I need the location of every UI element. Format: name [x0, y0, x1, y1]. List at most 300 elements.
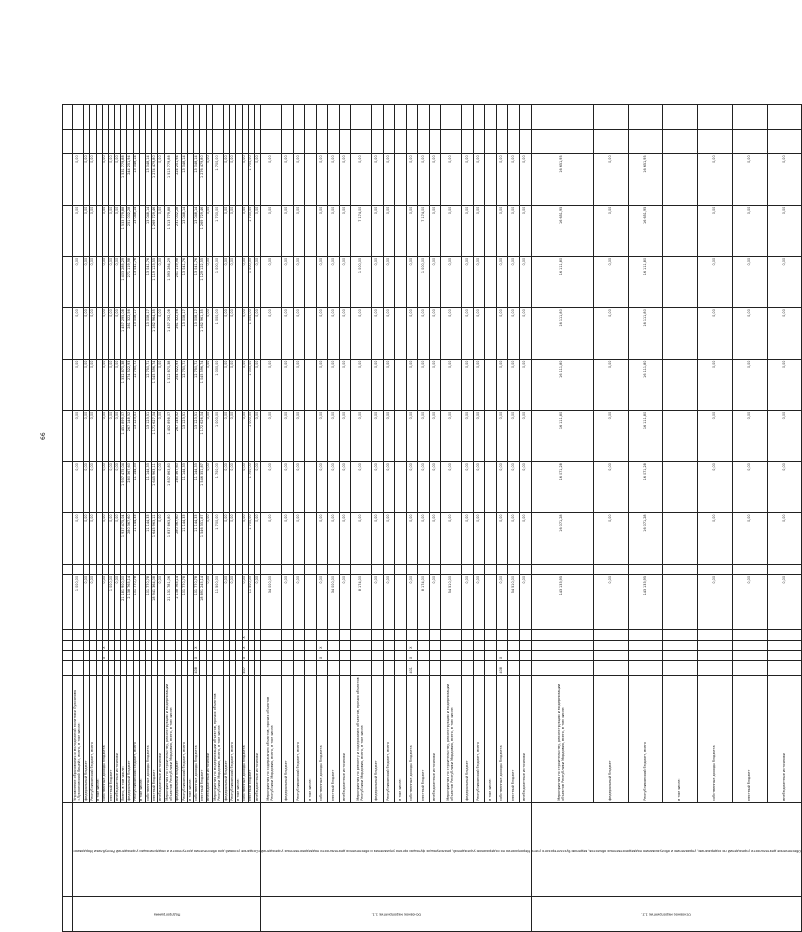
mark-cell: X — [406, 650, 418, 660]
mark-cell: X — [242, 640, 248, 650]
value-cell: 0,00 — [73, 205, 84, 256]
mark-cell — [406, 630, 418, 640]
code-cell — [429, 661, 441, 675]
value-cell: 0,00 — [206, 513, 212, 564]
value-cell: 16 651,95 — [531, 154, 593, 205]
mark-cell: X — [194, 640, 200, 650]
mark-cell — [663, 630, 698, 640]
value-cell: 0,00 — [462, 513, 474, 564]
mark-cell — [663, 640, 698, 650]
row-label-cell: Управление образования и молодежной политики Лукоянова «Лукояновский Лицей», всего, в том числе: — [73, 675, 84, 802]
value-cell — [663, 359, 698, 410]
row-label-cell: Мероприятия по строительству, реконструкции и модернизации объектов Республики Мордовия, всего, в том числе: — [164, 675, 175, 802]
value-cell: 0,00 — [316, 513, 328, 564]
value-cell — [305, 256, 317, 307]
code-cell — [293, 661, 305, 675]
value-cell: 0,00 — [593, 575, 628, 630]
value-cell: 0,00 — [108, 462, 114, 513]
row-label-cell: федеральный бюджет — [372, 675, 384, 802]
value-cell — [485, 308, 497, 359]
value-cell: 0,00 — [115, 205, 121, 256]
code-cell — [328, 661, 340, 675]
value-cell — [351, 105, 372, 130]
value-cell: 0,00 — [496, 256, 508, 307]
value-cell — [305, 513, 317, 564]
group-title-cell: «Создание условий для обеспечения доступности и модернизации учреждений Республики Мордовия» — [73, 802, 261, 896]
group-title-cell: Мероприятия по содержанию учреждений, реализующих функции органа управления и обеспечения деятельности подведомственных учреждений — [261, 802, 531, 896]
row-label-cell: в том числе: — [663, 675, 698, 802]
code-cell — [212, 661, 223, 675]
value-cell: 0,00 — [84, 575, 90, 630]
value-cell: 0,00 — [316, 154, 328, 205]
value-cell: 0,00 — [108, 205, 114, 256]
value-cell: 0,00 — [328, 513, 340, 564]
value-cell — [663, 105, 698, 130]
value-cell: 1 700,00 — [212, 205, 223, 256]
value-cell: 0,00 — [351, 359, 372, 410]
value-cell: 280 367,60 — [175, 462, 181, 513]
value-cell: 0,00 — [351, 410, 372, 461]
value-cell: 0,00 — [115, 462, 121, 513]
value-cell: 0,00 — [496, 462, 508, 513]
value-cell: 0,00 — [418, 410, 430, 461]
value-cell: 13 048,14 — [133, 205, 139, 256]
value-cell — [293, 129, 305, 154]
value-cell — [261, 564, 282, 574]
row-label-cell: федеральный бюджет — [223, 675, 229, 802]
value-cell: 0,00 — [593, 308, 628, 359]
value-cell: 0,00 — [230, 205, 236, 256]
mark-cell — [293, 650, 305, 660]
budget-table — [62, 104, 802, 932]
value-cell — [496, 129, 508, 154]
mark-cell: X — [316, 650, 328, 660]
value-cell: 0,00 — [462, 575, 474, 630]
value-cell — [698, 129, 733, 154]
value-cell — [372, 129, 384, 154]
value-cell — [164, 129, 175, 154]
mark-cell — [282, 630, 294, 640]
value-cell — [663, 575, 698, 630]
value-cell: 1 000,00 — [248, 359, 254, 410]
value-cell: 1 700,00 — [248, 154, 254, 205]
value-cell: 0,00 — [339, 256, 351, 307]
value-cell: 0,00 — [206, 205, 212, 256]
value-cell — [418, 564, 430, 574]
value-cell: 0,00 — [261, 462, 282, 513]
value-cell — [593, 105, 628, 130]
value-cell: 0,00 — [242, 462, 248, 513]
mark-cell — [698, 640, 733, 650]
value-cell: 0,00 — [206, 308, 212, 359]
value-cell: 0,00 — [593, 410, 628, 461]
value-cell: 18 891 245,14 — [200, 575, 206, 630]
value-cell: 0,00 — [519, 462, 531, 513]
row-label-cell: Республиканский бюджет, всего — [383, 675, 395, 802]
value-cell: 0,00 — [406, 575, 418, 630]
table-row — [261, 105, 282, 932]
value-cell: 0,00 — [372, 154, 384, 205]
value-cell: 0,00 — [519, 256, 531, 307]
value-cell: 1 269 729,46 — [200, 205, 206, 256]
value-cell: 16 111,80 — [531, 410, 593, 461]
value-cell — [485, 129, 497, 154]
value-cell: 0,00 — [84, 308, 90, 359]
code-cell — [473, 661, 485, 675]
value-cell: 0,00 — [698, 154, 733, 205]
row-label-cell: местный бюджет — [108, 675, 114, 802]
mark-cell — [441, 630, 462, 640]
code-cell: 408 — [194, 661, 200, 675]
mark-cell — [441, 640, 462, 650]
value-cell: 0,00 — [206, 410, 212, 461]
row-label-cell: Республиканский бюджет, всего — [473, 675, 485, 802]
value-cell: 0,00 — [73, 513, 84, 564]
code-cell — [441, 661, 462, 675]
value-cell: 0,00 — [441, 462, 462, 513]
value-cell — [418, 129, 430, 154]
code-cell — [395, 661, 407, 675]
value-cell: 0,00 — [462, 205, 474, 256]
value-cell — [73, 129, 84, 154]
row-label-cell: внебюджетные источники — [158, 675, 164, 802]
table-header-cell — [63, 630, 73, 640]
mark-cell — [212, 640, 223, 650]
value-cell: 0,00 — [441, 359, 462, 410]
value-cell — [508, 105, 520, 130]
row-label-cell: Республиканский бюджет, всего — [181, 675, 187, 802]
value-cell — [406, 129, 418, 154]
mark-cell — [462, 640, 474, 650]
value-cell — [395, 359, 407, 410]
value-cell: 13 008,17 — [133, 308, 139, 359]
value-cell: 0,00 — [230, 154, 236, 205]
code-cell — [418, 661, 430, 675]
value-cell: 0,00 — [383, 575, 395, 630]
value-cell — [372, 105, 384, 130]
value-cell: 21 181 900,00 — [121, 575, 127, 630]
value-cell: 0,00 — [383, 308, 395, 359]
value-cell: 0,00 — [732, 462, 767, 513]
value-cell: 0,00 — [90, 205, 96, 256]
value-cell: 0,00 — [293, 462, 305, 513]
row-label-cell: Республиканский бюджет, всего — [90, 675, 96, 802]
row-label-cell: внебюджетные источники — [254, 675, 261, 802]
value-cell: 0,00 — [351, 154, 372, 205]
value-cell: 0,00 — [158, 575, 164, 630]
value-cell: 0,00 — [441, 205, 462, 256]
table-header-cell — [63, 308, 73, 359]
table-header-cell — [63, 359, 73, 410]
value-cell: 0,00 — [223, 462, 229, 513]
table-body — [63, 105, 802, 932]
value-cell: 1 000,00 — [212, 359, 223, 410]
value-cell: 231 002,28 — [175, 205, 181, 256]
row-label-cell: внебюджетные источники — [206, 675, 212, 802]
value-cell: 0,00 — [316, 359, 328, 410]
value-cell: 1 332 870,38 — [121, 359, 127, 410]
value-cell: 0,00 — [383, 359, 395, 410]
value-cell: 0,00 — [328, 308, 340, 359]
mark-cell — [383, 650, 395, 660]
value-cell: 0,00 — [429, 256, 441, 307]
value-cell — [305, 410, 317, 461]
value-cell: 0,00 — [230, 410, 236, 461]
value-cell: 274 522,93 — [127, 359, 133, 410]
value-cell — [328, 564, 340, 574]
value-cell: 0,00 — [473, 308, 485, 359]
value-cell: 13 048,14 — [146, 154, 152, 205]
value-cell — [293, 564, 305, 574]
code-cell — [508, 661, 520, 675]
value-cell: 0,00 — [767, 462, 802, 513]
mark-cell — [732, 630, 767, 640]
value-cell: 0,00 — [593, 513, 628, 564]
mark-cell — [372, 630, 384, 640]
value-cell: 1 312 870,38 — [164, 359, 175, 410]
row-label-cell: федеральный бюджет — [462, 675, 474, 802]
value-cell: 0,00 — [473, 205, 485, 256]
value-cell: 0,00 — [254, 513, 261, 564]
value-cell: 13 041,76 — [133, 256, 139, 307]
value-cell — [282, 129, 294, 154]
value-cell: 0,00 — [73, 359, 84, 410]
mark-cell — [282, 650, 294, 660]
value-cell: 0,00 — [429, 575, 441, 630]
value-cell: 0,00 — [429, 359, 441, 410]
value-cell: 0,00 — [316, 205, 328, 256]
mark-cell — [351, 650, 372, 660]
value-cell: 1 437 292,08 — [164, 308, 175, 359]
value-cell: 13 123,51 — [146, 410, 152, 461]
mark-cell — [429, 650, 441, 660]
value-cell: 0,00 — [261, 154, 282, 205]
value-cell: 0,00 — [767, 359, 802, 410]
value-cell: 0,00 — [372, 513, 384, 564]
value-cell: 0,00 — [767, 154, 802, 205]
mark-cell — [383, 640, 395, 650]
value-cell: 0,00 — [158, 154, 164, 205]
value-cell: 0,00 — [383, 513, 395, 564]
value-cell: 251 119,98 — [175, 256, 181, 307]
value-cell: 0,00 — [282, 308, 294, 359]
value-cell: 13 048,14 — [146, 205, 152, 256]
value-cell: 0,00 — [293, 205, 305, 256]
mark-cell — [462, 630, 474, 640]
value-cell: 16 651,95 — [531, 205, 593, 256]
row-label-cell: федеральный бюджет — [593, 675, 628, 802]
value-cell: 0,00 — [242, 154, 248, 205]
value-cell — [395, 105, 407, 130]
value-cell: 0,00 — [90, 513, 96, 564]
value-cell: 0,00 — [158, 308, 164, 359]
value-cell: 1 403 285,29 — [121, 256, 127, 307]
mark-cell — [261, 630, 282, 640]
value-cell: 16 071,28 — [628, 462, 663, 513]
value-cell — [473, 564, 485, 574]
row-label-cell: Республиканский бюджет, всего — [628, 675, 663, 802]
value-cell: 0,00 — [429, 410, 441, 461]
value-cell: 1 837 863,80 — [164, 513, 175, 564]
value-cell: 2 138 765,14 — [175, 575, 181, 630]
value-cell — [663, 462, 698, 513]
value-cell: 0,00 — [328, 256, 340, 307]
value-cell: 16 651,95 — [628, 154, 663, 205]
mark-cell — [164, 640, 175, 650]
mark-cell — [473, 630, 485, 640]
code-cell — [316, 661, 328, 675]
value-cell: 0,00 — [102, 308, 108, 359]
table-header-cell — [63, 105, 73, 130]
value-cell — [663, 154, 698, 205]
value-cell: 1 172 626,04 — [200, 410, 206, 461]
mark-cell — [395, 640, 407, 650]
value-cell: 0,00 — [372, 410, 384, 461]
value-cell: 0,00 — [406, 308, 418, 359]
value-cell: 0,00 — [90, 410, 96, 461]
value-cell: 0,00 — [473, 462, 485, 513]
mark-cell — [164, 630, 175, 640]
value-cell — [473, 129, 485, 154]
value-cell: 0,00 — [767, 575, 802, 630]
value-cell: 1 645 963,11 — [152, 462, 158, 513]
value-cell: 54 510,00 — [508, 575, 520, 630]
code-cell — [339, 661, 351, 675]
table-header-cell — [63, 661, 73, 675]
value-cell: 13 123,51 — [181, 410, 187, 461]
value-cell: 16 111,80 — [531, 308, 593, 359]
value-cell: 0,00 — [406, 513, 418, 564]
value-cell: 0,00 — [698, 359, 733, 410]
mark-cell — [531, 650, 593, 660]
code-cell — [698, 661, 733, 675]
value-cell — [305, 359, 317, 410]
mark-cell — [293, 640, 305, 650]
value-cell: 0,00 — [158, 256, 164, 307]
value-cell: 0,00 — [223, 308, 229, 359]
value-cell: 0,00 — [328, 462, 340, 513]
mark-cell — [328, 640, 340, 650]
mark-cell — [767, 650, 802, 660]
value-cell — [282, 564, 294, 574]
value-cell: 0,00 — [441, 410, 462, 461]
value-cell — [328, 129, 340, 154]
value-cell: 0,00 — [102, 462, 108, 513]
value-cell — [663, 256, 698, 307]
value-cell: 1 162 961,35 — [200, 308, 206, 359]
value-cell: 0,00 — [383, 205, 395, 256]
mark-cell — [305, 630, 317, 640]
value-cell: 0,00 — [383, 410, 395, 461]
value-cell — [351, 564, 372, 574]
row-label-cell: местный бюджет — [328, 675, 340, 802]
value-cell: 0,00 — [767, 513, 802, 564]
value-cell: 1 546 351,87 — [200, 513, 206, 564]
value-cell: 1 700,00 — [248, 462, 254, 513]
value-cell: 0,00 — [108, 513, 114, 564]
value-cell: 0,00 — [732, 513, 767, 564]
mark-cell — [282, 640, 294, 650]
mark-cell — [767, 630, 802, 640]
value-cell: 7 174,00 — [351, 205, 372, 256]
row-label-cell: в том числе: — [305, 675, 317, 802]
value-cell: 0,00 — [293, 256, 305, 307]
value-cell: 0,00 — [441, 308, 462, 359]
mark-cell — [73, 630, 84, 640]
value-cell: 0,00 — [282, 575, 294, 630]
mark-cell — [698, 650, 733, 660]
value-cell — [767, 129, 802, 154]
value-cell: 1 269 729,46 — [152, 205, 158, 256]
value-cell: 1 531 779,88 — [121, 154, 127, 205]
value-cell: 0,00 — [84, 359, 90, 410]
value-cell: 0,00 — [519, 308, 531, 359]
value-cell: 0,00 — [462, 308, 474, 359]
value-cell: 1 513 779,88 — [164, 154, 175, 205]
mark-cell — [767, 640, 802, 650]
value-cell: 281 322,56 — [127, 308, 133, 359]
value-cell: 11 144,33 — [133, 462, 139, 513]
mark-cell — [732, 640, 767, 650]
value-cell — [282, 105, 294, 130]
value-cell — [383, 105, 395, 130]
value-cell: 0,00 — [406, 462, 418, 513]
value-cell: 101 770,78 — [181, 575, 187, 630]
value-cell — [485, 513, 497, 564]
row-label-cell: Всего, в том числе: — [121, 675, 127, 802]
value-cell: 1 045 596,74 — [152, 359, 158, 410]
value-cell: 1 451 899,07 — [121, 410, 127, 461]
value-cell: 13 048,14 — [194, 154, 200, 205]
value-cell: 0,00 — [383, 154, 395, 205]
value-cell: 280 367,60 — [127, 462, 133, 513]
value-cell: 0,00 — [206, 575, 212, 630]
value-cell: 267 148,52 — [175, 410, 181, 461]
value-cell: 1 700,00 — [212, 513, 223, 564]
value-cell: 1 000,00 — [212, 256, 223, 307]
value-cell — [663, 410, 698, 461]
value-cell: 11 144,33 — [133, 513, 139, 564]
value-cell: 0,00 — [90, 154, 96, 205]
value-cell: 0,00 — [206, 462, 212, 513]
value-cell: 0,00 — [732, 575, 767, 630]
value-cell: 0,00 — [115, 256, 121, 307]
value-cell: 1 000,00 — [212, 410, 223, 461]
group-label-cell: Основное мероприятие 1.2. — [531, 897, 802, 932]
value-cell — [663, 205, 698, 256]
value-cell: 11 144,33 — [146, 513, 152, 564]
mark-cell: X — [242, 630, 248, 640]
value-cell — [73, 105, 84, 130]
table-header-cell — [63, 462, 73, 513]
value-cell: 0,00 — [102, 513, 108, 564]
value-cell — [305, 129, 317, 154]
value-cell: 0,00 — [351, 513, 372, 564]
value-cell: 0,00 — [293, 359, 305, 410]
mark-cell — [496, 630, 508, 640]
value-cell: 0,00 — [90, 256, 96, 307]
value-cell: 1 937 475,04 — [121, 513, 127, 564]
mark-cell — [462, 650, 474, 660]
value-cell: 0,00 — [84, 154, 90, 205]
code-cell — [531, 661, 593, 675]
mark-cell — [508, 650, 520, 660]
value-cell — [395, 308, 407, 359]
mark-cell — [328, 650, 340, 660]
table-header-cell — [63, 205, 73, 256]
mark-cell — [261, 650, 282, 660]
table-row — [531, 105, 593, 932]
